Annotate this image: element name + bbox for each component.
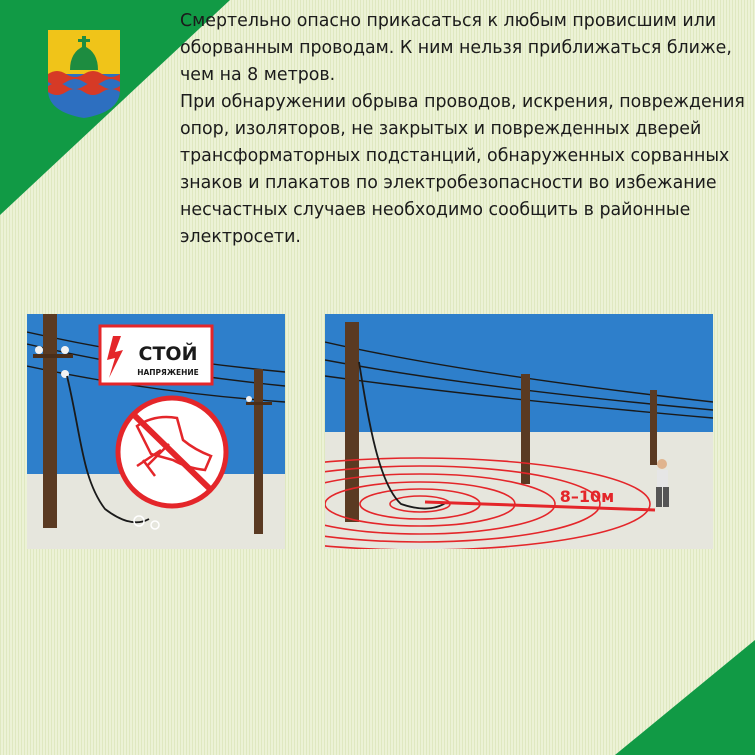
stop-sign-title: СТОЙ [138, 343, 198, 365]
green-corner-bottom-right [615, 640, 755, 755]
safety-text [180, 8, 752, 251]
report-paragraph: При обнаружении обрыва проводов, искрения, повреждения опор, изоляторов, не закрытых и поврежденных дверей трансформаторных подстанций, обнаруженных сорванных знаков и плакатов по электробезопасности во избежание несчастных случаев необходимо сообщить в районные электросети. [180, 92, 745, 247]
distance-label: 8–10м [559, 487, 615, 506]
illustration-broken-wire-warning [27, 314, 285, 549]
coat-of-arms-emblem [48, 30, 120, 118]
warning-paragraph: Смертельно опасно прикасаться к любым провисшим или оборванным проводам. К ним нельзя приближаться ближе, чем на 8 метров. [180, 11, 732, 85]
stop-sign-subtitle: НАПРЯЖЕНИЕ [137, 368, 199, 377]
illustration-danger-distance [325, 314, 713, 549]
